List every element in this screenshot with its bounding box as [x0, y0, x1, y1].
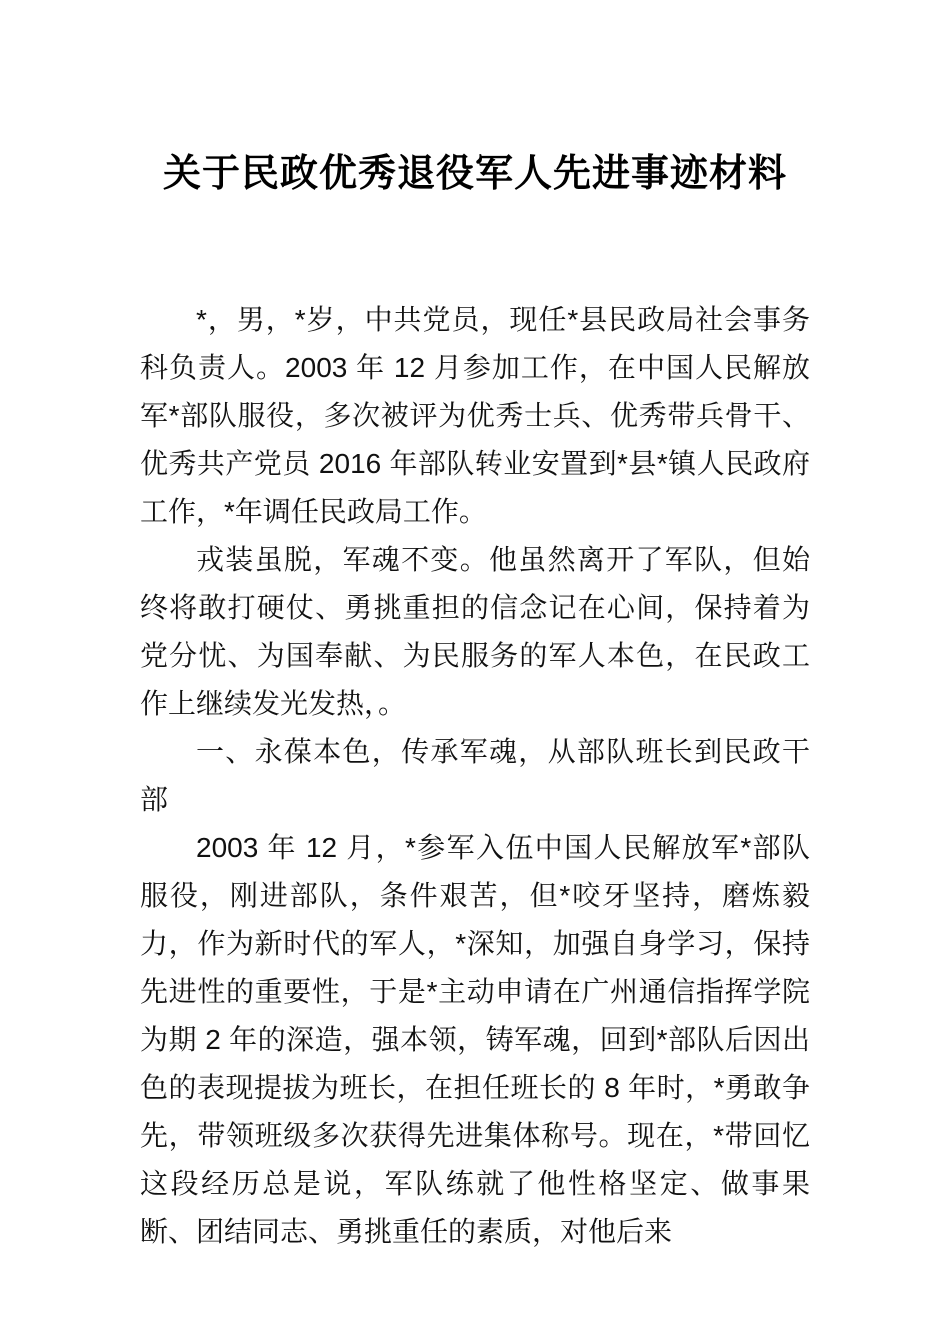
paragraph-overview: 戎装虽脱，军魂不变。他虽然离开了军队，但始终将敢打硬仗、勇挑重担的信念记在心间，保持着为党分忧、为国奉献、为民服务的军人本色，在民政工作上继续发光发热，。: [140, 544, 810, 719]
document-title: 关于民政优秀退役军人先进事迹材料: [162, 153, 787, 195]
section-heading-1: 一、永葆本色，传承军魂，从部队班长到民政干部: [140, 736, 810, 815]
paragraph-intro: *，男，*岁，中共党员，现任*县民政局社会事务科负责人。2003 年 12 月参加工作，在中国人民解放军*部队服役，多次被评为优秀士兵、优秀带兵骨干、优秀共产党员 2016 年部队转业安置到*县*镇人民政府工作，*年调任民政局工作。: [140, 304, 810, 527]
document-body: [140, 296, 810, 1256]
paragraph-section1-body: 2003 年 12 月，*参军入伍中国人民解放军*部队服役，刚进部队，条件艰苦，但*咬牙坚持，磨炼毅力，作为新时代的军人，*深知，加强自身学习，保持先进性的重要性，于是*主动申请在广州通信指挥学院为期 2 年的深造，强本领，铸军魂，回到*部队后因出色的表现提拔为班长，在担任班长的 8 年时，*勇敢争先，带领班级多次获得先进集体称号。现在，*带回忆这段经历总是说，军队练就了他性格坚定、做事果断、团结同志、勇挑重任的素质，对他后来: [140, 832, 810, 1247]
